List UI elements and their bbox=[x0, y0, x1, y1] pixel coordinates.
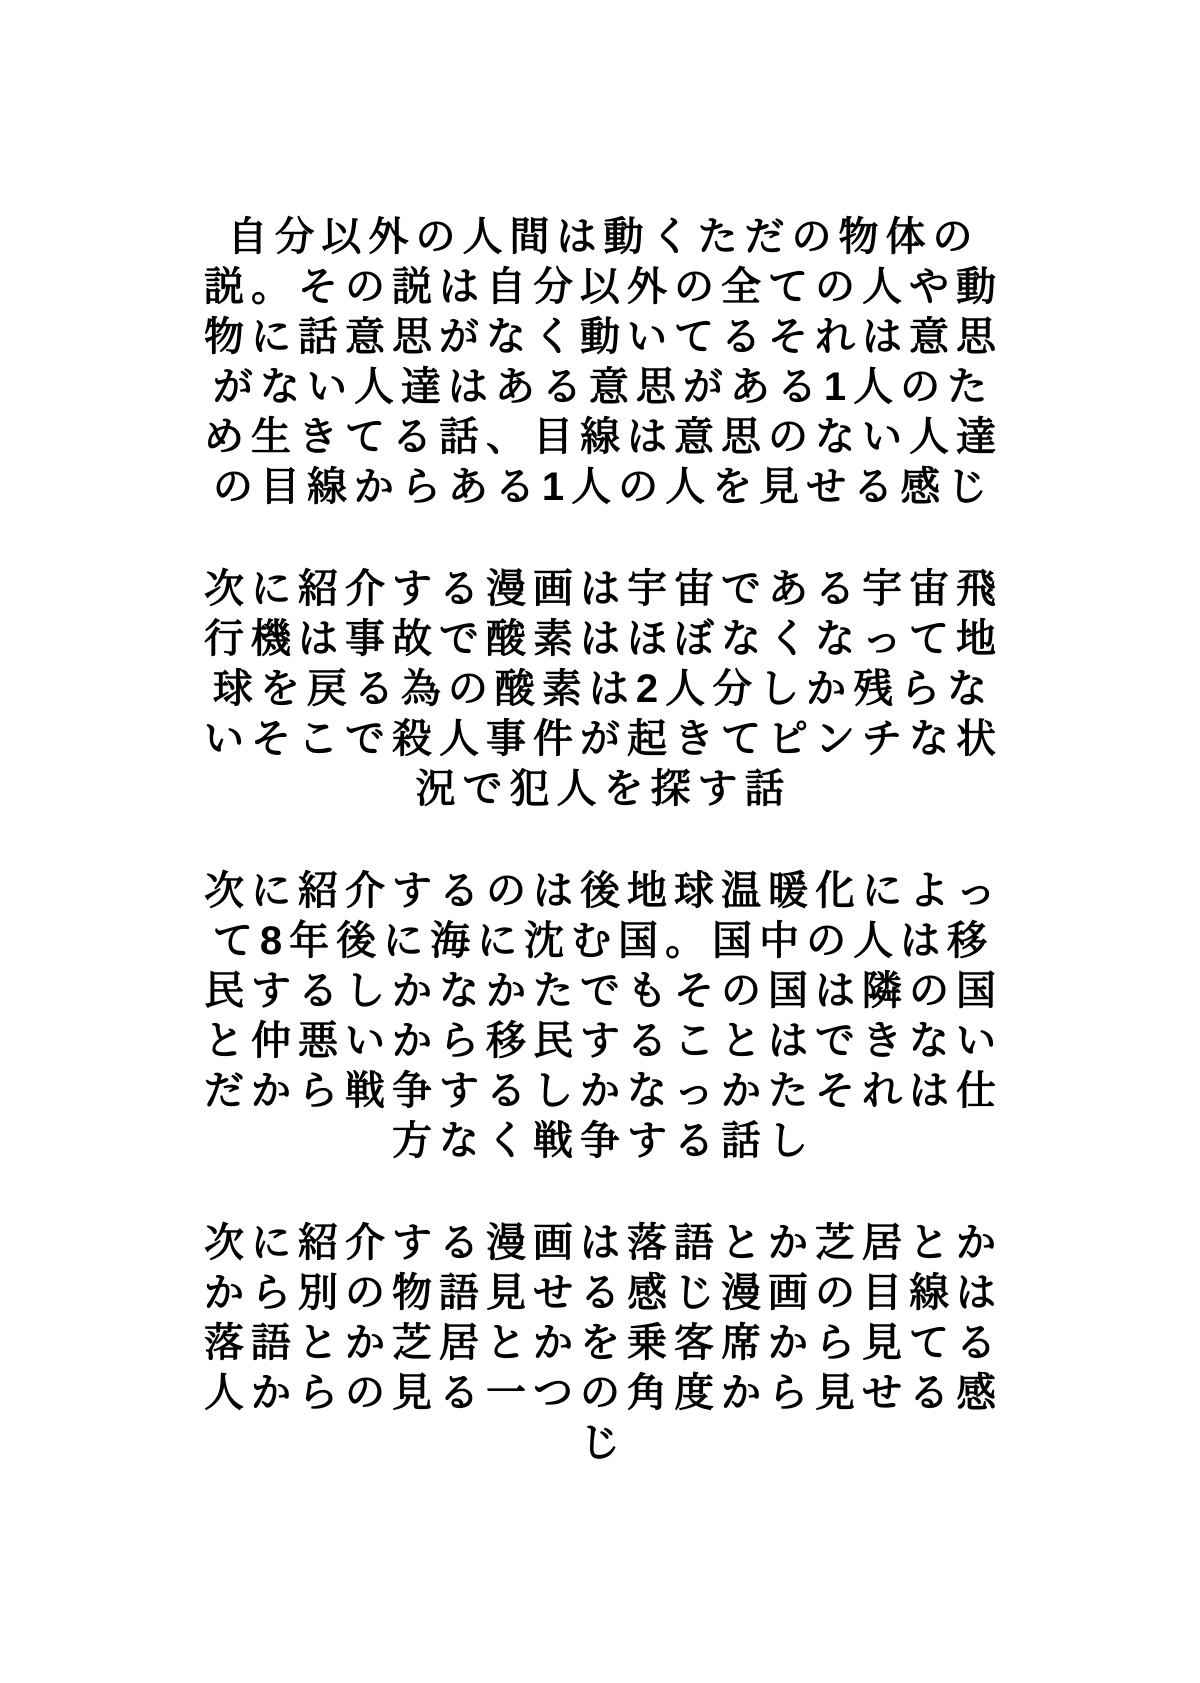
text-line: の目線からある1人の人を見せる感じ bbox=[212, 465, 995, 509]
text-line: 説。その説は自分以外の全ての人や動 bbox=[204, 265, 1003, 309]
text-line: め生きてる話、目線は意思のない人達 bbox=[204, 415, 1003, 459]
paragraph bbox=[140, 866, 1060, 1166]
text-line: と仲悪いから移民することはできない bbox=[204, 1019, 1003, 1063]
text-line: 行機は事故で酸素はほぼなくなって地 bbox=[204, 617, 1003, 661]
text-line: から別の物語見せる感じ漫画の目線は bbox=[204, 1271, 1003, 1315]
text-line: 人からの見る一つの角度から見せる感 bbox=[204, 1371, 1003, 1415]
text-line: じ bbox=[580, 1421, 627, 1465]
text-line: 次に紹介する漫画は宇宙である宇宙飛 bbox=[204, 567, 1003, 611]
text-line: 球を戻る為の酸素は2人分しか残らな bbox=[212, 667, 995, 711]
text-line: 落語とか芝居とかを乗客席から見てる bbox=[204, 1321, 1003, 1365]
text-line: 自分以外の人間は動くただの物体の bbox=[227, 215, 980, 259]
text-line: 次に紹介するのは後地球温暖化によっ bbox=[204, 869, 1003, 913]
paragraph bbox=[140, 564, 1060, 814]
text-line: 況で犯人を探す話 bbox=[415, 767, 792, 811]
text-block bbox=[140, 0, 1060, 1468]
text-line: 次に紹介する漫画は落語とか芝居とか bbox=[204, 1221, 1003, 1265]
text-line: だから戦争するしかなっかたそれは仕 bbox=[204, 1069, 1003, 1113]
text-line: がない人達はある意思がある1人のた bbox=[212, 365, 995, 409]
text-line: て8年後に海に沈む国。国中の人は移 bbox=[212, 919, 995, 963]
paragraph bbox=[140, 1218, 1060, 1468]
text-line: 民するしかなかたでもその国は隣の国 bbox=[204, 969, 1003, 1013]
text-line: 方なく戦争する話し bbox=[392, 1119, 815, 1163]
text-line: いそこで殺人事件が起きてピンチな状 bbox=[204, 717, 1003, 761]
text-line: 物に話意思がなく動いてるそれは意思 bbox=[204, 315, 1003, 359]
paragraph bbox=[140, 212, 1060, 512]
